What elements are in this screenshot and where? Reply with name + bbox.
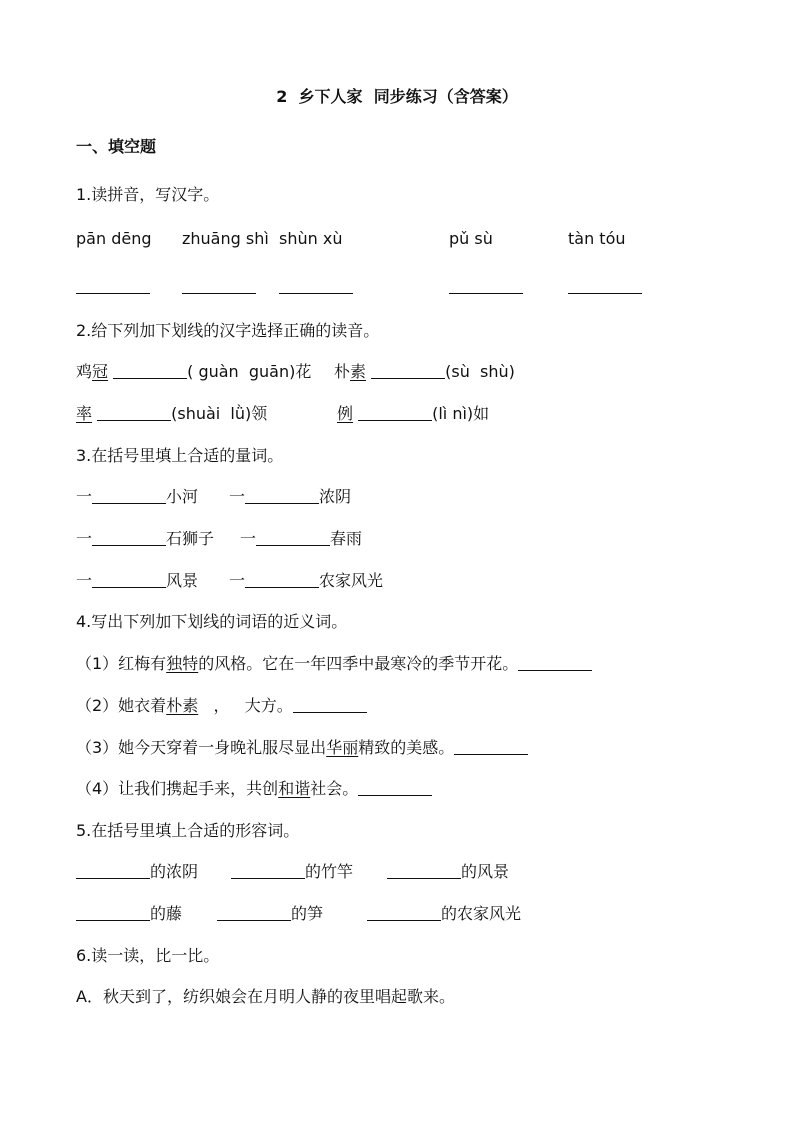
q5-item: 的农家风光: [367, 903, 521, 925]
answer-blank[interactable]: [231, 877, 305, 879]
q3-item: 一 浓阴: [229, 487, 352, 506]
pinyin-4: pǔ sù: [449, 229, 493, 248]
answer-blank[interactable]: [367, 919, 441, 921]
q2-item: 率 (shuài lǜ)领: [76, 404, 268, 423]
answer-blank[interactable]: [518, 669, 592, 671]
q5-item: 的笋: [217, 903, 323, 925]
answer-blank[interactable]: [113, 377, 187, 379]
q5-item: 的竹竿: [231, 861, 353, 883]
answer-blank[interactable]: [76, 877, 150, 879]
question-5-stem: 5.在括号里填上合适的形容词。: [76, 821, 300, 840]
answer-blank[interactable]: [92, 586, 166, 588]
question-2-stem: 2.给下列加下划线的汉字选择正确的读音。: [76, 321, 380, 340]
q3-item: 一 春雨: [240, 529, 363, 548]
q3-item: 一 石狮子: [76, 529, 215, 548]
pinyin-5: tàn tóu: [568, 229, 626, 248]
question-4-stem: 4.写出下列加下划线的词语的近义词。: [76, 612, 348, 631]
answer-blank[interactable]: [76, 292, 150, 294]
q2-item: 鸡冠 ( guàn guān)花: [76, 362, 312, 381]
answer-blank[interactable]: [217, 919, 291, 921]
q5-item: 的藤: [76, 903, 182, 925]
q4-item: （2）她衣着朴素 ， 大方。: [76, 695, 367, 717]
q4-item: （4）让我们携起手来，共创和谐社会。: [76, 778, 432, 800]
question-1-stem: 1.读拼音，写汉字。: [76, 185, 220, 204]
answer-blank[interactable]: [358, 419, 432, 421]
answer-blank[interactable]: [76, 919, 150, 921]
answer-blank[interactable]: [454, 753, 528, 755]
question-3-stem: 3.在括号里填上合适的量词。: [76, 446, 284, 465]
section-heading: 一、填空题: [76, 137, 157, 156]
answer-blank[interactable]: [279, 292, 353, 294]
q3-item: 一 风景: [76, 571, 199, 590]
answer-blank[interactable]: [293, 711, 367, 713]
answer-blank[interactable]: [92, 502, 166, 504]
pinyin-2: zhuāng shì: [182, 229, 269, 248]
q6-sentence-a: A．秋天到了，纺织娘会在月明人静的夜里唱起歌来。: [76, 987, 455, 1006]
question-6-stem: 6.读一读，比一比。: [76, 946, 220, 965]
q3-item: 一 农家风光: [229, 571, 384, 590]
pinyin-1: pān dēng: [76, 229, 152, 248]
answer-blank[interactable]: [358, 794, 432, 796]
answer-blank[interactable]: [256, 544, 330, 546]
answer-blank[interactable]: [387, 877, 461, 879]
answer-blank[interactable]: [371, 377, 445, 379]
q2-item: 例 (lì nì)如: [337, 404, 490, 423]
q2-item: 朴素 (sù shù): [334, 362, 515, 381]
answer-blank[interactable]: [449, 292, 523, 294]
pinyin-3: shùn xù: [279, 229, 343, 248]
q4-item: （1）红梅有独特的风格。它在一年四季中最寒冷的季节开花。: [76, 653, 592, 675]
answer-blank[interactable]: [245, 586, 319, 588]
answer-blank[interactable]: [182, 292, 256, 294]
page-title: 2 乡下人家 同步练习（含答案）: [276, 87, 518, 106]
q5-item: 的风景: [387, 861, 509, 883]
q3-item: 一 小河: [76, 487, 199, 506]
answer-blank[interactable]: [245, 502, 319, 504]
answer-blank[interactable]: [568, 292, 642, 294]
q4-item: （3）她今天穿着一身晚礼服尽显出华丽精致的美感。: [76, 737, 528, 759]
answer-blank[interactable]: [97, 419, 171, 421]
q5-item: 的浓阴: [76, 861, 198, 883]
answer-blank[interactable]: [92, 544, 166, 546]
